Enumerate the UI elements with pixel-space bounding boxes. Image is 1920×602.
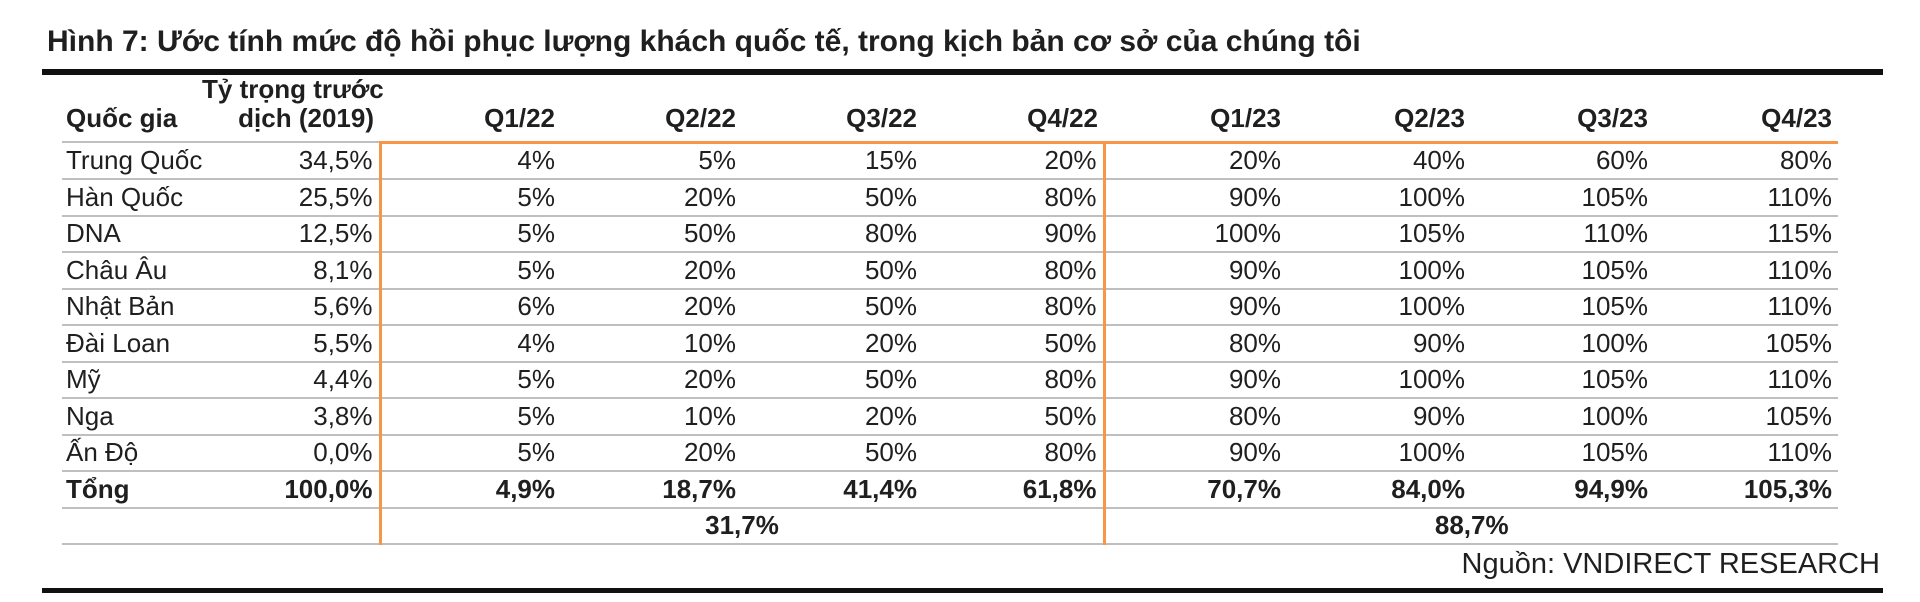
table-row bbox=[62, 252, 1838, 289]
quarter-value-cell: 20% bbox=[561, 252, 742, 289]
summary-2023-cell: 88,7% bbox=[1104, 508, 1838, 545]
quarter-value-cell: 50% bbox=[561, 216, 742, 253]
col-header-q1-23: Q1/23 bbox=[1104, 75, 1287, 142]
col-header-share bbox=[202, 74, 384, 142]
table-row bbox=[62, 179, 1838, 216]
quarter-value-cell: 105% bbox=[1471, 435, 1654, 472]
col-header-q3-23: Q3/23 bbox=[1471, 75, 1654, 142]
quarter-value-cell: 50% bbox=[742, 435, 923, 472]
quarter-value-cell: 110% bbox=[1654, 362, 1838, 399]
summary-2022-cell: 31,7% bbox=[380, 508, 1104, 545]
quarter-value-cell: 4% bbox=[380, 325, 561, 362]
recovery-table-wrapper bbox=[62, 75, 1838, 545]
quarter-value-cell: 20% bbox=[742, 325, 923, 362]
country-cell: DNA bbox=[62, 216, 202, 253]
quarter-value-cell: 40% bbox=[1287, 142, 1471, 179]
quarter-value-cell: 15% bbox=[742, 142, 923, 179]
quarter-value-cell: 20% bbox=[561, 179, 742, 216]
quarter-value-cell: 50% bbox=[923, 398, 1104, 435]
col-header-q4-23: Q4/23 bbox=[1654, 75, 1838, 142]
quarter-value-cell: 90% bbox=[1104, 289, 1287, 326]
quarter-value-cell: 10% bbox=[561, 398, 742, 435]
table-row bbox=[62, 398, 1838, 435]
quarter-value-cell: 105% bbox=[1471, 179, 1654, 216]
quarter-value-cell: 80% bbox=[1654, 142, 1838, 179]
quarter-value-cell: 80% bbox=[923, 252, 1104, 289]
quarter-value-cell: 50% bbox=[923, 325, 1104, 362]
quarter-value-cell: 5% bbox=[380, 435, 561, 472]
quarter-value-cell: 80% bbox=[1104, 398, 1287, 435]
quarter-value-cell: 100% bbox=[1287, 362, 1471, 399]
share-cell: 3,8% bbox=[202, 398, 380, 435]
quarter-value-cell: 90% bbox=[1104, 179, 1287, 216]
quarter-value-cell: 6% bbox=[380, 289, 561, 326]
col-header-q1-22: Q1/22 bbox=[380, 75, 561, 142]
col-header-q2-22: Q2/22 bbox=[561, 75, 742, 142]
source-caption: Nguồn: VNDIRECT RESEARCH bbox=[1461, 548, 1880, 580]
quarter-value-cell: 20% bbox=[742, 398, 923, 435]
total-quarter-value-cell: 41,4% bbox=[742, 471, 923, 508]
quarter-value-cell: 80% bbox=[923, 289, 1104, 326]
quarter-value-cell: 5% bbox=[380, 398, 561, 435]
quarter-value-cell: 20% bbox=[923, 142, 1104, 179]
table-row bbox=[62, 216, 1838, 253]
col-header-q3-22: Q3/22 bbox=[742, 75, 923, 142]
quarter-value-cell: 5% bbox=[561, 142, 742, 179]
table-row bbox=[62, 362, 1838, 399]
share-cell: 5,6% bbox=[202, 289, 380, 326]
quarter-value-cell: 50% bbox=[742, 289, 923, 326]
total-quarter-value-cell: 70,7% bbox=[1104, 471, 1287, 508]
quarter-value-cell: 5% bbox=[380, 362, 561, 399]
quarter-value-cell: 110% bbox=[1654, 435, 1838, 472]
quarter-value-cell: 90% bbox=[1104, 362, 1287, 399]
total-label-cell: Tổng bbox=[62, 471, 202, 508]
quarter-value-cell: 5% bbox=[380, 216, 561, 253]
total-quarter-value-cell: 18,7% bbox=[561, 471, 742, 508]
quarter-value-cell: 80% bbox=[923, 362, 1104, 399]
quarter-value-cell: 20% bbox=[561, 362, 742, 399]
summary-row bbox=[62, 508, 1838, 545]
quarter-value-cell: 90% bbox=[1287, 398, 1471, 435]
total-quarter-value-cell: 61,8% bbox=[923, 471, 1104, 508]
country-cell: Châu Âu bbox=[62, 252, 202, 289]
quarter-value-cell: 20% bbox=[1104, 142, 1287, 179]
quarter-value-cell: 90% bbox=[1104, 252, 1287, 289]
quarter-value-cell: 50% bbox=[742, 179, 923, 216]
summary-blank-cell bbox=[62, 508, 380, 545]
quarter-value-cell: 110% bbox=[1654, 252, 1838, 289]
share-cell: 12,5% bbox=[202, 216, 380, 253]
table-body bbox=[62, 142, 1838, 508]
table-row bbox=[62, 142, 1838, 179]
figure-title: Hình 7: Ước tính mức độ hồi phục lượng khách quốc tế, trong kịch bản cơ sở của chúng tôi bbox=[47, 25, 1361, 58]
quarter-value-cell: 4% bbox=[380, 142, 561, 179]
col-header-share-line1: Tỷ trọng trước bbox=[202, 74, 384, 104]
bottom-divider bbox=[42, 588, 1883, 593]
quarter-value-cell: 105% bbox=[1471, 289, 1654, 326]
quarter-value-cell: 110% bbox=[1471, 216, 1654, 253]
table-row bbox=[62, 435, 1838, 472]
col-header-q4-22: Q4/22 bbox=[923, 75, 1104, 142]
quarter-value-cell: 80% bbox=[923, 435, 1104, 472]
quarter-value-cell: 100% bbox=[1104, 216, 1287, 253]
total-quarter-value-cell: 94,9% bbox=[1471, 471, 1654, 508]
quarter-value-cell: 5% bbox=[380, 179, 561, 216]
quarter-value-cell: 90% bbox=[923, 216, 1104, 253]
quarter-value-cell: 20% bbox=[561, 289, 742, 326]
share-cell: 4,4% bbox=[202, 362, 380, 399]
quarter-value-cell: 100% bbox=[1287, 179, 1471, 216]
country-cell: Nga bbox=[62, 398, 202, 435]
quarter-value-cell: 100% bbox=[1287, 435, 1471, 472]
col-header-share-line2: dịch (2019) bbox=[238, 103, 374, 133]
country-cell: Trung Quốc bbox=[62, 142, 202, 179]
total-row bbox=[62, 471, 1838, 508]
quarter-value-cell: 105% bbox=[1654, 398, 1838, 435]
quarter-value-cell: 105% bbox=[1471, 362, 1654, 399]
quarter-value-cell: 105% bbox=[1287, 216, 1471, 253]
quarter-value-cell: 50% bbox=[742, 252, 923, 289]
country-cell: Nhật Bản bbox=[62, 289, 202, 326]
quarter-value-cell: 105% bbox=[1471, 252, 1654, 289]
country-cell: Mỹ bbox=[62, 362, 202, 399]
total-quarter-value-cell: 105,3% bbox=[1654, 471, 1838, 508]
share-cell: 0,0% bbox=[202, 435, 380, 472]
total-share-cell: 100,0% bbox=[202, 471, 380, 508]
col-header-country: Quốc gia bbox=[62, 75, 202, 142]
quarter-value-cell: 80% bbox=[1104, 325, 1287, 362]
recovery-table bbox=[62, 75, 1838, 545]
quarter-value-cell: 100% bbox=[1287, 252, 1471, 289]
quarter-value-cell: 20% bbox=[561, 435, 742, 472]
col-header-q2-23: Q2/23 bbox=[1287, 75, 1471, 142]
quarter-value-cell: 100% bbox=[1287, 289, 1471, 326]
quarter-value-cell: 5% bbox=[380, 252, 561, 289]
quarter-value-cell: 90% bbox=[1104, 435, 1287, 472]
quarter-value-cell: 80% bbox=[742, 216, 923, 253]
total-quarter-value-cell: 4,9% bbox=[380, 471, 561, 508]
quarter-value-cell: 50% bbox=[742, 362, 923, 399]
country-cell: Đài Loan bbox=[62, 325, 202, 362]
quarter-value-cell: 10% bbox=[561, 325, 742, 362]
quarter-value-cell: 110% bbox=[1654, 179, 1838, 216]
quarter-value-cell: 115% bbox=[1654, 216, 1838, 253]
quarter-value-cell: 105% bbox=[1654, 325, 1838, 362]
header-row bbox=[62, 75, 1838, 142]
quarter-value-cell: 80% bbox=[923, 179, 1104, 216]
table-row bbox=[62, 289, 1838, 326]
quarter-value-cell: 90% bbox=[1287, 325, 1471, 362]
quarter-value-cell: 100% bbox=[1471, 398, 1654, 435]
quarter-value-cell: 100% bbox=[1471, 325, 1654, 362]
share-cell: 25,5% bbox=[202, 179, 380, 216]
table-row bbox=[62, 325, 1838, 362]
share-cell: 5,5% bbox=[202, 325, 380, 362]
total-quarter-value-cell: 84,0% bbox=[1287, 471, 1471, 508]
country-cell: Hàn Quốc bbox=[62, 179, 202, 216]
share-cell: 8,1% bbox=[202, 252, 380, 289]
quarter-value-cell: 60% bbox=[1471, 142, 1654, 179]
country-cell: Ấn Độ bbox=[62, 435, 202, 472]
quarter-value-cell: 110% bbox=[1654, 289, 1838, 326]
share-cell: 34,5% bbox=[202, 142, 380, 179]
